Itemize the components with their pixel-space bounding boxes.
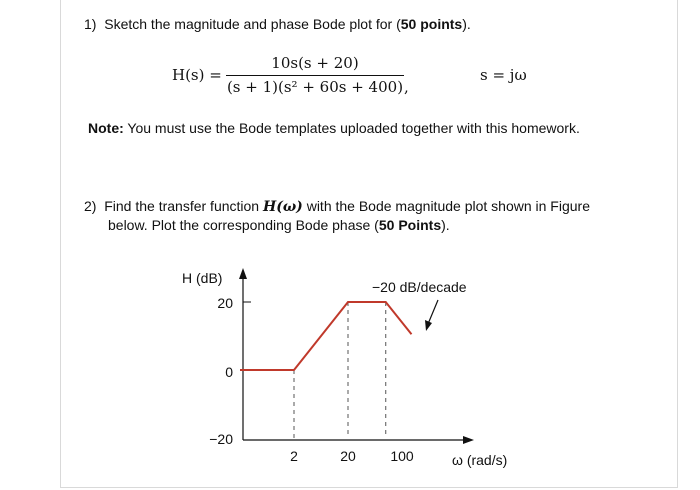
x-axis-label: ω (rad/s) (452, 452, 508, 468)
transfer-function-lhs: H(s) = (172, 66, 222, 84)
annotation-pointer-arrow-icon (425, 320, 432, 331)
question-2-prompt-line-1: 2) Find the transfer function H(ω) with the Bode magnitude plot shown in Figure (84, 198, 590, 215)
y-axis-arrow-icon (239, 268, 247, 279)
annotation-pointer-line (428, 300, 438, 324)
x-axis-arrow-icon (463, 436, 474, 444)
x-tick-label-100: 100 (390, 448, 414, 464)
transfer-function-denominator: (s + 1)(s² + 60s + 400) (226, 78, 404, 96)
transfer-function-numerator: 10s(s + 20) (271, 54, 359, 72)
y-tick-label-minus-20: −20 (209, 431, 233, 447)
x-tick-label-20: 20 (340, 448, 356, 464)
substitution-equation: s = jω (480, 66, 527, 84)
question-1-prompt: 1) Sketch the magnitude and phase Bode plot for (50 points). (84, 16, 471, 32)
y-axis-label: H (dB) (182, 270, 223, 286)
equation-comma: , (404, 78, 409, 96)
question-2-prompt-line-2: below. Plot the corresponding Bode phase (50 Points). (108, 217, 450, 233)
x-tick-label-2: 2 (290, 448, 298, 464)
homework-note: Note: You must use the Bode templates uploaded together with this homework. (88, 120, 580, 136)
slope-annotation: −20 dB/decade (372, 279, 467, 295)
y-tick-label-20: 20 (217, 295, 233, 311)
y-tick-label-0: 0 (225, 364, 233, 380)
